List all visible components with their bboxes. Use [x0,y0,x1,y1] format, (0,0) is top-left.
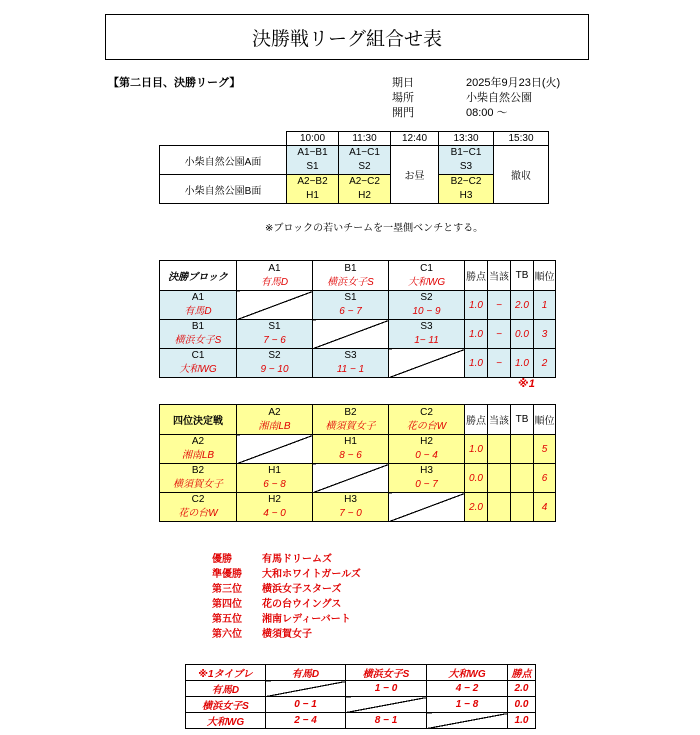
team-code: B2 [191,465,205,476]
match-id: H1 [344,436,357,447]
stat-points: 1.0 [465,320,488,349]
tiebreak-title: ※1タイブレ [186,665,266,681]
team-name: 横須賀女子 [173,479,223,490]
team-header [313,261,389,291]
team-code: C2 [191,494,205,505]
info-value: 2025年9月23日(火) [466,77,561,89]
row-team [160,349,237,378]
row-team [160,320,237,349]
team-header [313,405,389,435]
match-pair: A2−B2 [297,176,328,187]
result-cell [389,291,465,320]
row-team [160,493,237,522]
score: 0 − 7 [415,479,438,490]
tb-score: 8 − 1 [346,713,427,729]
stat-rank: 1 [534,291,556,320]
match-id: H3 [459,190,473,201]
stat-tb [511,493,534,522]
diagonal-cell [313,320,389,349]
time-header: 13:30 [439,132,494,146]
stat-header: 当該 [488,405,511,435]
final-block-table [159,260,556,378]
standing-rank: 優勝 [212,554,232,565]
team-code: A1 [268,262,281,274]
tiebreak-table [185,664,536,729]
tb-points: 2.0 [508,681,536,697]
standing-team: 横浜女子スターズ [262,584,342,595]
stat-tb [511,435,534,464]
info-label: 場所 [392,92,414,104]
diagonal-cell [389,349,465,378]
score: 10 − 9 [412,306,441,317]
stat-points: 1.0 [465,349,488,378]
team-name: 有馬D [184,306,212,317]
fourth-block-table [159,404,556,522]
result-cell [313,493,389,522]
result-cell [237,349,313,378]
final-standings [212,550,361,640]
block-title: 四位決定戦 [160,405,237,435]
stat-points: 1.0 [465,291,488,320]
stat-rank: 3 [534,320,556,349]
match-slot [339,175,391,204]
score: 8 − 6 [339,450,362,461]
match-id: S1 [344,292,357,303]
score: 7 − 0 [339,508,362,519]
stat-points: 1.0 [465,435,488,464]
stat-header: 順位 [534,405,556,435]
standing-team: 花の台ウイングス [262,599,342,610]
team-name: 横須賀女子 [325,420,376,432]
team-name: 大和WG [179,364,217,375]
result-cell [237,493,313,522]
score: 9 − 10 [260,364,289,375]
match-id: H2 [420,436,433,447]
team-name: 横浜女子S [174,335,222,346]
points-header: 勝点 [508,665,536,681]
result-cell [313,349,389,378]
tb-score: 0 − 1 [266,697,346,713]
team-header: 有馬D [266,665,346,681]
standing-team: 有馬ドリームズ [262,554,332,565]
schedule-table [159,131,549,204]
score: 6 − 7 [339,306,362,317]
match-id: H1 [268,465,281,476]
info-value: 小柴自然公園 [466,92,532,104]
team-code: B1 [191,321,205,332]
match-id: H1 [306,190,319,201]
stat-header: 勝点 [465,405,488,435]
match-slot [339,146,391,175]
result-cell [389,320,465,349]
team-header [389,261,465,291]
match-pair: B2−C2 [450,176,482,187]
score: 11 − 1 [336,364,365,375]
venue-label: 小柴自然公園A面 [160,146,287,175]
closing-cell: 撤収 [494,146,549,204]
info-value: 08:00 〜 [466,107,508,119]
result-cell [389,464,465,493]
team-code: B2 [344,406,357,418]
standing-rank: 第五位 [212,614,242,625]
team-name: 有馬D [260,276,289,288]
stat-tb: 2.0 [511,291,534,320]
bench-note: ※ブロックの若いチームを一塁側ベンチとする。 [265,223,484,234]
match-slot [287,175,339,204]
score: 0 − 4 [415,450,438,461]
match-id: S3 [459,161,473,172]
team-code: C1 [420,262,433,274]
diagonal-cell [313,464,389,493]
diagonal-cell [266,681,346,697]
result-cell [313,435,389,464]
match-id: S1 [268,321,281,332]
diagonal-cell [237,435,313,464]
row-team [160,464,237,493]
diagonal-cell [389,493,465,522]
team-code: C2 [420,406,433,418]
stat-rank: 6 [534,464,556,493]
stat-header: TB [511,261,534,291]
team-name: 花の台W [406,420,447,432]
row-team [160,435,237,464]
score: 4 − 0 [263,508,286,519]
schedule-corner [160,132,287,146]
tb-score: 1 − 0 [346,681,427,697]
stat-tb: 0.0 [511,320,534,349]
team-header [389,405,465,435]
stat-tb: 1.0 [511,349,534,378]
footnote-marker: ※1 [518,378,535,390]
match-id: S3 [420,321,433,332]
result-cell [313,291,389,320]
team-code: C1 [191,350,205,361]
tb-score: 4 − 2 [427,681,508,697]
diagonal-cell [237,291,313,320]
match-slot [439,175,494,204]
row-team [160,291,237,320]
stat-header: 当該 [488,261,511,291]
result-cell [237,320,313,349]
tb-points: 0.0 [508,697,536,713]
team-header [237,261,313,291]
time-header: 10:00 [287,132,339,146]
standing-rank: 第四位 [212,599,242,610]
tb-points: 1.0 [508,713,536,729]
stat-tb [511,464,534,493]
match-id: H3 [344,494,357,505]
venue-label: 小柴自然公園B面 [160,175,287,204]
team-name: 花の台W [178,508,218,519]
standing-rank: 第六位 [212,629,242,640]
match-pair: A1−C1 [349,147,380,158]
tb-score: 2 − 4 [266,713,346,729]
page-title: 決勝戦リーグ組合せ表 [105,14,589,60]
block-title: 決勝ブロック [160,261,237,291]
standing-team: 大和ホワイトガールズ [262,569,361,580]
match-id: S3 [344,350,357,361]
team-name: 湘南LB [258,420,291,432]
match-id: S1 [306,161,319,172]
match-pair: A1−B1 [297,147,328,158]
score: 6 − 8 [263,479,286,490]
section-label: 【第二日目、決勝リーグ】 [108,77,241,89]
stat-direct [488,493,511,522]
team-name: 大和WG [407,276,446,288]
team-code: B1 [344,262,357,274]
lunch-cell: お昼 [391,146,439,204]
event-info [392,74,592,119]
time-header: 12:40 [391,132,439,146]
match-id: S2 [420,292,433,303]
match-id: S2 [358,161,371,172]
stat-direct [488,435,511,464]
diagonal-cell [427,713,508,729]
team-header [237,405,313,435]
info-label: 開門 [392,107,414,119]
match-pair: A2−C2 [349,176,380,187]
match-slot [287,146,339,175]
team-code: A2 [191,436,205,447]
stat-points: 0.0 [465,464,488,493]
stat-direct: − [488,291,511,320]
row-team: 横浜女子S [186,697,266,713]
result-cell [389,435,465,464]
match-id: H2 [268,494,281,505]
diagonal-cell [346,697,427,713]
match-id: H2 [358,190,371,201]
stat-direct: − [488,349,511,378]
tb-score: 1 − 8 [427,697,508,713]
stat-rank: 5 [534,435,556,464]
stat-rank: 2 [534,349,556,378]
stat-header: TB [511,405,534,435]
stat-direct: − [488,320,511,349]
row-team: 大和WG [186,713,266,729]
team-name: 湘南LB [181,450,215,461]
stat-points: 2.0 [465,493,488,522]
standing-rank: 第三位 [212,584,242,595]
match-slot [439,146,494,175]
stat-rank: 4 [534,493,556,522]
score: 7 − 6 [263,335,286,346]
info-label: 期日 [392,77,414,89]
match-id: H3 [420,465,433,476]
match-id: S2 [268,350,281,361]
time-header: 11:30 [339,132,391,146]
team-code: A2 [268,406,281,418]
match-pair: B1−C1 [450,147,482,158]
standing-rank: 準優勝 [212,569,242,580]
team-header: 横浜女子S [346,665,427,681]
stat-header: 順位 [534,261,556,291]
time-header: 15:30 [494,132,549,146]
row-team: 有馬D [186,681,266,697]
stat-header: 勝点 [465,261,488,291]
team-code: A1 [191,292,205,303]
standing-team: 横須賀女子 [262,629,312,640]
team-name: 横浜女子S [327,276,374,288]
score: 1− 11 [414,335,439,346]
stat-direct [488,464,511,493]
result-cell [237,464,313,493]
team-header: 大和WG [427,665,508,681]
standing-team: 湘南レディーバート [262,614,351,625]
